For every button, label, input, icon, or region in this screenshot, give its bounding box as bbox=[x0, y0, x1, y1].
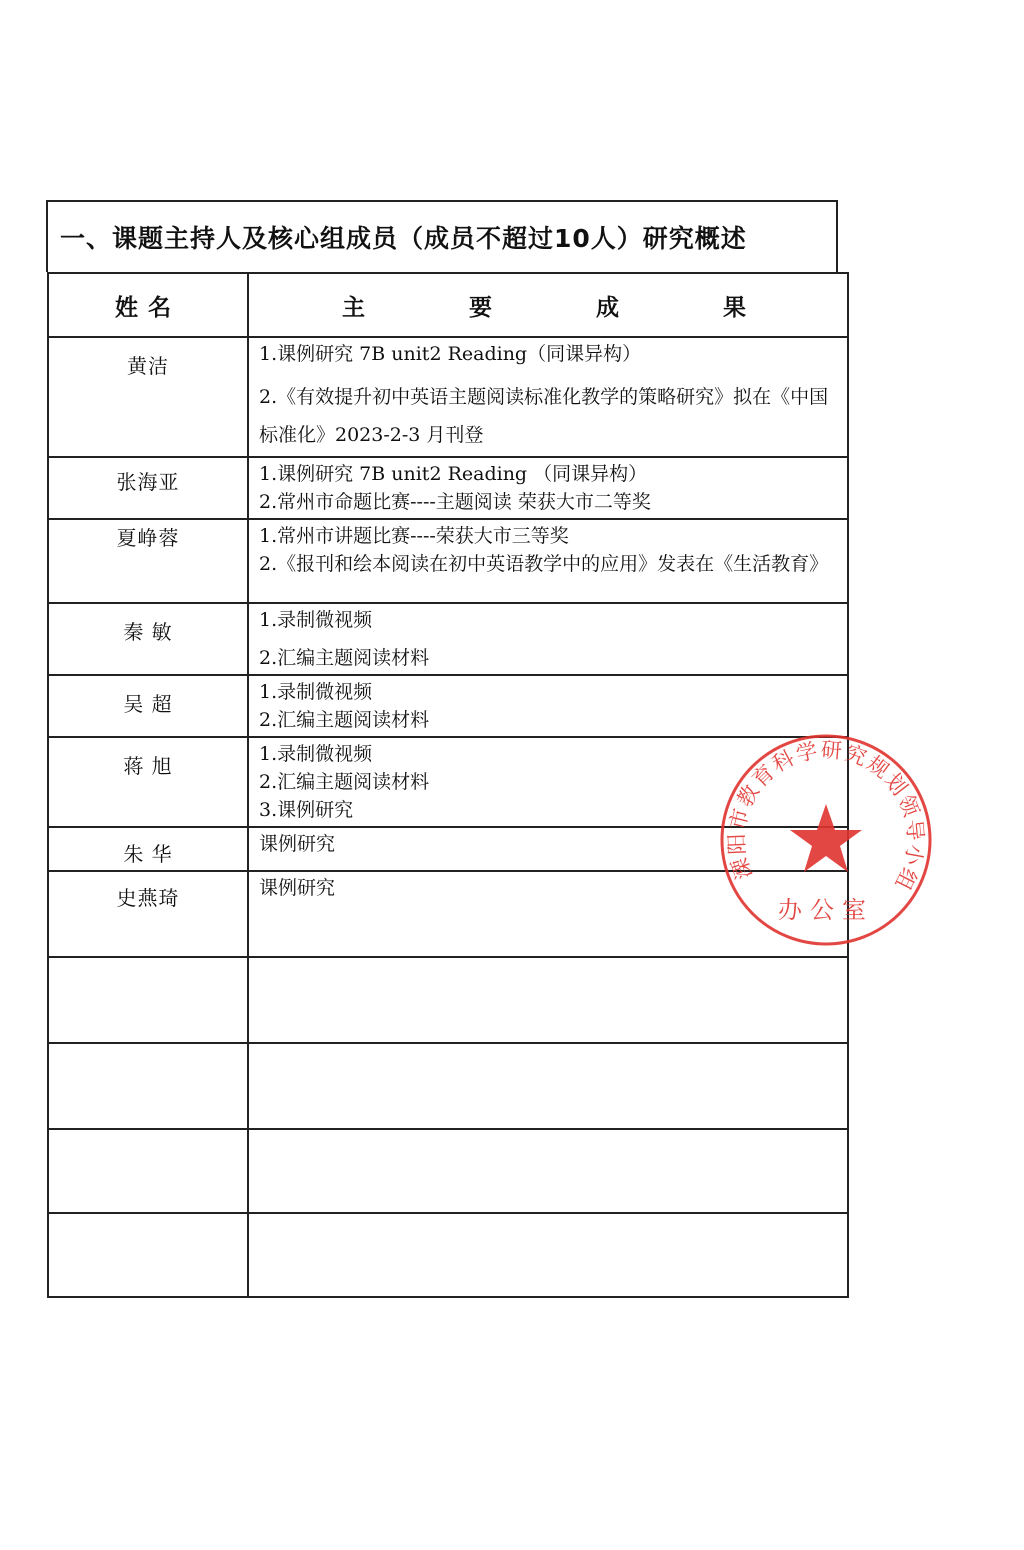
member-name: 史燕琦 bbox=[116, 886, 180, 910]
table-row bbox=[48, 337, 848, 457]
member-name-cell bbox=[48, 1129, 248, 1213]
result-item: 2.汇编主题阅读材料 bbox=[259, 709, 430, 731]
member-result-cell bbox=[248, 1129, 848, 1213]
result-item: 课例研究 bbox=[259, 877, 336, 899]
result-item: 2.汇编主题阅读材料 bbox=[259, 771, 430, 793]
table-row-empty bbox=[48, 1213, 848, 1297]
section-header-box bbox=[46, 200, 838, 272]
member-name: 张海亚 bbox=[116, 470, 180, 494]
member-name-cell bbox=[48, 957, 248, 1043]
table-row bbox=[48, 827, 848, 871]
result-item: 3.课例研究 bbox=[259, 799, 354, 821]
table-row bbox=[48, 519, 848, 603]
member-name-cell bbox=[48, 1213, 248, 1297]
member-name-cell bbox=[48, 675, 248, 737]
member-name: 秦 敏 bbox=[123, 620, 173, 644]
member-name-cell bbox=[48, 519, 248, 603]
member-name: 黄洁 bbox=[127, 354, 169, 378]
result-item: 2.《有效提升初中英语主题阅读标准化教学的策略研究》拟在《中国标准化》2023-2-3 月刊登 bbox=[259, 386, 829, 446]
table-row bbox=[48, 737, 848, 827]
section-title: 一、课题主持人及核心组成员（成员不超过10人）研究概述 bbox=[60, 224, 747, 253]
member-name-cell bbox=[48, 871, 248, 957]
member-name-cell bbox=[48, 603, 248, 675]
member-name-cell bbox=[48, 737, 248, 827]
result-item: 课例研究 bbox=[259, 833, 336, 855]
svg-text:溧阳市教育科学研究规划领导小组: 溧阳市教育科学研究规划领导小组 bbox=[724, 737, 928, 896]
member-result-cell bbox=[248, 337, 848, 457]
result-item: 2.《报刊和绘本阅读在初中英语教学中的应用》发表在《生活教育》 bbox=[259, 553, 829, 575]
table-header-row bbox=[48, 273, 848, 337]
member-result-cell bbox=[248, 1213, 848, 1297]
member-result-cell bbox=[248, 957, 848, 1043]
result-item: 2.汇编主题阅读材料 bbox=[259, 647, 430, 669]
table-row-empty bbox=[48, 1043, 848, 1129]
result-item: 1.课例研究 7B unit2 Reading （同课异构） bbox=[259, 463, 648, 485]
member-result-cell bbox=[248, 675, 848, 737]
result-item: 2.常州市命题比赛----主题阅读 荣获大市二等奖 bbox=[259, 491, 651, 513]
table-row-empty bbox=[48, 957, 848, 1043]
member-name: 吴 超 bbox=[123, 692, 173, 716]
result-item: 1.录制微视频 bbox=[259, 743, 373, 765]
svg-text:办公室: 办公室 bbox=[778, 896, 874, 924]
member-name-cell bbox=[48, 337, 248, 457]
member-name-cell bbox=[48, 457, 248, 519]
table-row bbox=[48, 603, 848, 675]
member-name-cell bbox=[48, 1043, 248, 1129]
result-item: 1.录制微视频 bbox=[259, 609, 373, 631]
header-name-cell bbox=[48, 273, 248, 337]
member-result-cell bbox=[248, 871, 848, 957]
member-name: 夏峥蓉 bbox=[116, 526, 180, 550]
member-name: 朱 华 bbox=[123, 842, 173, 866]
table-row bbox=[48, 675, 848, 737]
member-result-cell bbox=[248, 737, 848, 827]
member-result-cell bbox=[248, 519, 848, 603]
result-item: 1.常州市讲题比赛----荣获大市三等奖 bbox=[259, 525, 569, 547]
result-item: 1.录制微视频 bbox=[259, 681, 373, 703]
members-table bbox=[47, 272, 849, 1298]
member-result-cell bbox=[248, 827, 848, 871]
table-row bbox=[48, 457, 848, 519]
table-row-empty bbox=[48, 1129, 848, 1213]
member-result-cell bbox=[248, 1043, 848, 1129]
result-item: 1.课例研究 7B unit2 Reading（同课异构） bbox=[259, 343, 642, 365]
member-name-cell bbox=[48, 827, 248, 871]
member-result-cell bbox=[248, 457, 848, 519]
header-name: 姓名 bbox=[115, 294, 181, 321]
header-result: 主 要 成 果 bbox=[341, 294, 795, 321]
table-row bbox=[48, 871, 848, 957]
member-result-cell bbox=[248, 603, 848, 675]
header-result-cell bbox=[248, 273, 848, 337]
member-name: 蒋 旭 bbox=[123, 754, 173, 778]
